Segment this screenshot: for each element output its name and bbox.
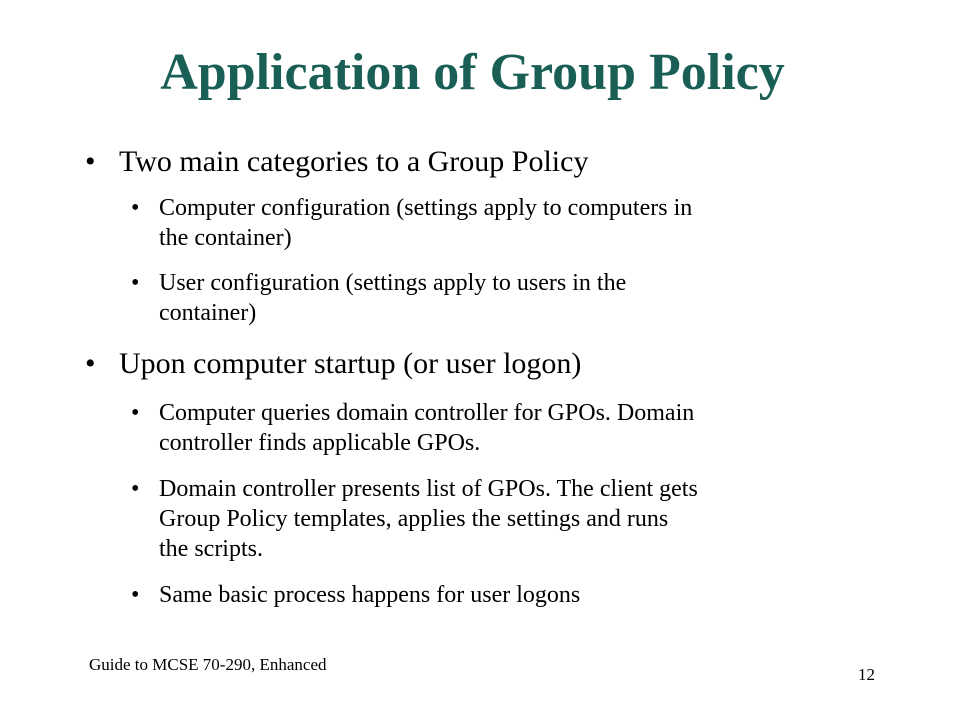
sub-bullet-line: Group Policy templates, applies the settings and runs — [159, 506, 669, 532]
slide-title: Application of Group Policy — [160, 44, 785, 101]
sub-bullet-icon: • — [131, 400, 140, 426]
bullet-text: Upon computer startup (or user logon) — [119, 347, 582, 380]
sub-bullet-line: Computer configuration (settings apply to computers in — [159, 195, 693, 221]
sub-bullet-line: Domain controller presents list of GPOs. The client gets — [159, 476, 698, 502]
sub-bullet-icon: • — [131, 195, 140, 221]
bullet-icon: • — [85, 145, 96, 178]
sub-bullet-line: controller finds applicable GPOs. — [159, 430, 481, 456]
sub-bullet-line: Computer queries domain controller for GPOs. Domain — [159, 400, 695, 426]
sub-bullet-line: the scripts. — [159, 536, 263, 562]
bullet-icon: • — [85, 347, 96, 380]
footer-course-title: Guide to MCSE 70-290, Enhanced — [89, 655, 327, 674]
sub-bullet-icon: • — [131, 476, 140, 502]
sub-bullet-line: container) — [159, 300, 257, 326]
sub-bullet-icon: • — [131, 582, 140, 608]
slide-page-number: 12 — [858, 665, 875, 684]
sub-bullet-line: User configuration (settings apply to users in the — [159, 270, 627, 296]
sub-bullet-line: the container) — [159, 225, 292, 251]
sub-bullet-icon: • — [131, 270, 140, 296]
bullet-text: Two main categories to a Group Policy — [119, 145, 589, 178]
sub-bullet-line: Same basic process happens for user logons — [159, 582, 581, 608]
